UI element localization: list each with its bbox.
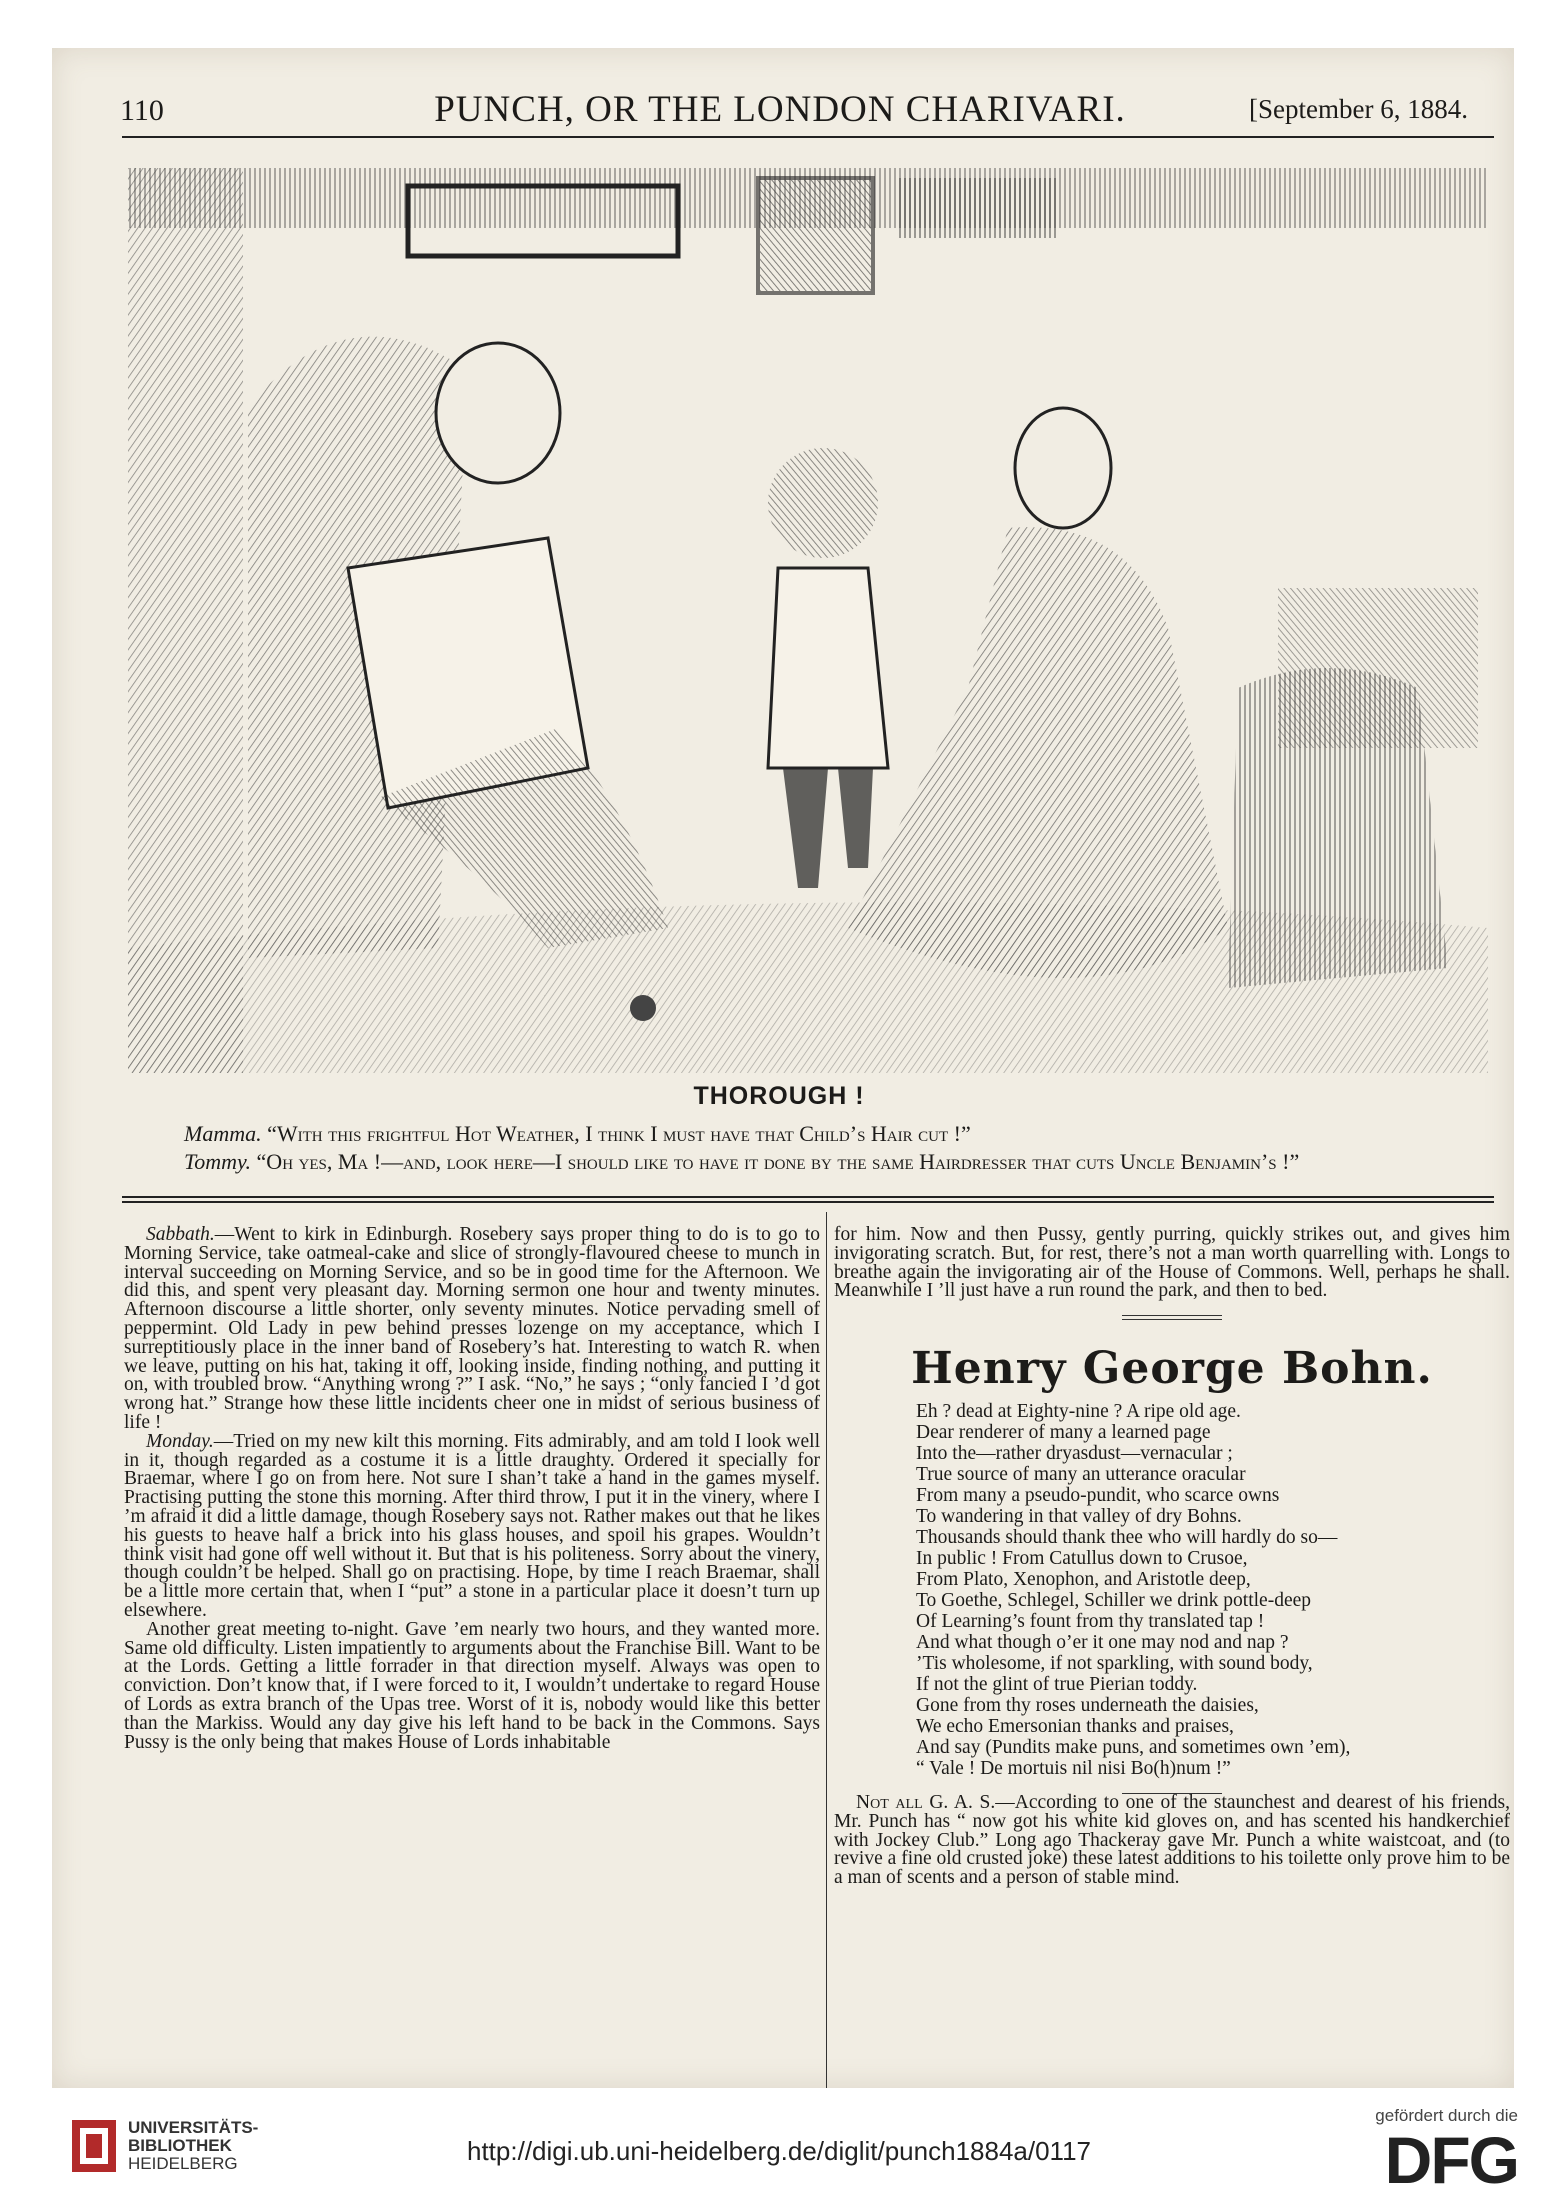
poem-line: From Plato, Xenophon, and Aristotle deep,	[916, 1568, 1251, 1590]
page-header	[90, 88, 1470, 132]
poem-line: Into the—rather dryasdust—vernacular ;	[916, 1442, 1233, 1464]
permalink-url[interactable]: http://digi.ub.uni-heidelberg.de/diglit/punch1884a/0117	[467, 2136, 1091, 2166]
diary-column-left	[124, 1226, 820, 1752]
diary-entry-sabbath: —Went to kirk in Edinburgh. Rosebery says proper thing to do is to go to Morning Service, take oatmeal-cake and slice of strongly-flavoured cheese to munch in interval succeeding on Morning Service, and so be in good time for the Afternoon. We did this, and spent very pleasant day. Morning sermon one hour and twenty minutes. Afternoon discourse a little shorter, only seventy minutes. Notice pervading smell of peppermint. Old Lady in pew behind presses lozenge on my acceptance, which I surreptitiously place in the inner band of Rosebery’s hat. Interesting to watch R. when we leave, putting on his hat, taking it off, looking inside, finding nothing, and putting it on, with troubled brow. “Anything wrong ?” I ask. “No,” he says ; “only fancied I ’d got wrong hat.” Strange how these little incidents cheer one in midst of serious business of life !	[124, 1224, 820, 1433]
diary-day-sabbath: Sabbath.	[146, 1224, 215, 1245]
cartoon-caption	[140, 1120, 1492, 1176]
bookcase	[1278, 588, 1478, 748]
poem-line: We echo Emersonian thanks and praises,	[916, 1715, 1234, 1737]
section-rule	[1122, 1315, 1222, 1316]
poem-line: From many a pseudo-pundit, who scarce owns	[916, 1484, 1280, 1506]
uncle-head	[436, 343, 560, 483]
funding-note: gefördert durch die	[1375, 2106, 1518, 2125]
mother-head	[1015, 408, 1111, 528]
publication-title: PUNCH, OR THE LONDON CHARIVARI.	[434, 89, 1126, 130]
poem-line: “ Vale ! De mortuis nil nisi Bo(h)num !”	[916, 1757, 1231, 1779]
cartoon-title: THOROUGH !	[693, 1082, 865, 1110]
diary-entry-monday: —Tried on my new kilt this morning. Fits admirably, and am told I look well in it, though regarded as a costume it is a little draughty. Ordered it specially for Braemar, where I go on from here. Not sure I shan’t take a hand in the games myself. Practising putting the stone this morning. After third throw, I put it in the vinery, where I ’m afraid it did a little damage, though Rosebery says not. Rather makes out that he likes his guests to heave half a brick into his glass houses, and spoil his grapes. Wouldn’t think visit had gone off well without it. But that is his politeness. Sorry about the vinery, though couldn’t be helped. Shall go on practising. Hope, by time I reach Braemar, shall be a little more certain that, when I “put” a stone in a particular place it doesn’t turn up elsewhere.	[124, 1430, 820, 1621]
caption-line-tommy: “Oh yes, Ma !—and, look here—I should like to have it done by the same Hairdresser that cuts Uncle Benjamin’s !”	[256, 1149, 1300, 1174]
poem-line: To wandering in that valley of dry Bohns.	[916, 1505, 1242, 1527]
poem-line: Thousands should thank thee who will hardly do so—	[916, 1526, 1338, 1548]
picture-frame-right	[898, 178, 1058, 238]
caption-speaker-mamma: Mamma.	[184, 1121, 262, 1146]
poem-line: And say (Pundits make puns, and sometimes own ’em),	[916, 1736, 1351, 1758]
poem-line: If not the glint of true Pierian toddy.	[916, 1673, 1198, 1695]
column-divider	[826, 1212, 827, 2088]
poem-line: And what though o’er it one may nod and nap ?	[916, 1631, 1289, 1653]
diary-entry-continued: for him. Now and then Pussy, gently purring, quickly strikes out, and gives him invigorating scratch. But, for rest, there’s not a man worth quarrelling with. Longs to breathe again the invigorating air of the House of Commons. Well, perhaps he shall. Meanwhile I ’ll just have a run round the park, and then to bed.	[834, 1224, 1510, 1302]
note-label: Not all G. A. S.	[856, 1791, 996, 1813]
poem-title: Henry George Bohn.	[911, 1343, 1433, 1395]
child-body	[768, 568, 888, 768]
caption-rule	[122, 1196, 1494, 1198]
floor	[128, 902, 1488, 1073]
picture-frame-portrait	[758, 178, 873, 293]
page-number: 110	[120, 94, 164, 127]
library-name-line2: BIBLIOTHEK	[128, 2136, 232, 2155]
dfg-logo: DFG	[1384, 2123, 1518, 2197]
diary-entry-meeting: Another great meeting to-night. Gave ’em nearly two hours, and they wanted more. Same old difficulty. Listen impatiently to arguments about the Franchise Bill. Want to be at the Lords. Getting a little forrader in that direction myself. Always was open to conviction. Don’t know that, if I were forced to it, I wouldn’t undertake to regard House of Lords as extra branch of the Upas tree. Worst of it is, nobody would like this better than the Markiss. Would any day give his left hand to be back in the Commons. Says Pussy is the only being that makes House of Lords inhabitable	[124, 1618, 820, 1753]
header-rule	[122, 136, 1494, 138]
issue-date: [September 6, 1884.	[1249, 94, 1468, 124]
library-name-line1: UNIVERSITÄTS-	[128, 2118, 259, 2137]
caption-line-mamma: “With this frightful Hot Weather, I think I must have that Child’s Hair cut !”	[267, 1121, 971, 1146]
caption-rule-double	[122, 1201, 1494, 1203]
library-name-line3: HEIDELBERG	[128, 2154, 238, 2173]
note-paragraph	[834, 1791, 1510, 1889]
right-column	[834, 1226, 1510, 1888]
poem-body	[834, 1401, 1510, 1779]
section-rule-double	[1122, 1319, 1222, 1320]
poem-line: Eh ? dead at Eighty-nine ? A ripe old age.	[916, 1400, 1241, 1422]
child-hair	[768, 448, 878, 558]
poem-line: Dear renderer of many a learned page	[916, 1421, 1211, 1443]
ball	[630, 995, 656, 1021]
poem-line: True source of many an utterance oracular	[916, 1463, 1246, 1485]
dfg-branding[interactable]	[1375, 2106, 1518, 2198]
poem-line: Gone from thy roses underneath the daisies,	[916, 1694, 1259, 1716]
caption-speaker-tommy: Tommy.	[184, 1149, 252, 1174]
poem-line: To Goethe, Schlegel, Schiller we drink pottle-deep	[916, 1589, 1312, 1611]
poem-line: Of Learning’s fount from thy translated tap !	[916, 1610, 1265, 1632]
cartoon-illustration	[128, 168, 1488, 1073]
viewer-footer	[0, 2088, 1558, 2205]
note-text: —According to one of the staunchest and dearest of his friends, Mr. Punch has “ now got his white kid gloves on, and has scented his handkerchief with Jockey Club.” Long ago Thackeray gave Mr. Punch a white waistcoat, and (to revive a fine old crusted joke) these latest additions to his toilette only prove him to be a man of scents and a person of stable mind.	[834, 1791, 1510, 1889]
poem-line: ’Tis wholesome, if not sparkling, with sound body,	[916, 1652, 1313, 1674]
poem-line: In public ! From Catullus down to Crusoe,	[916, 1547, 1248, 1569]
diary-day-monday: Monday.	[146, 1430, 214, 1452]
